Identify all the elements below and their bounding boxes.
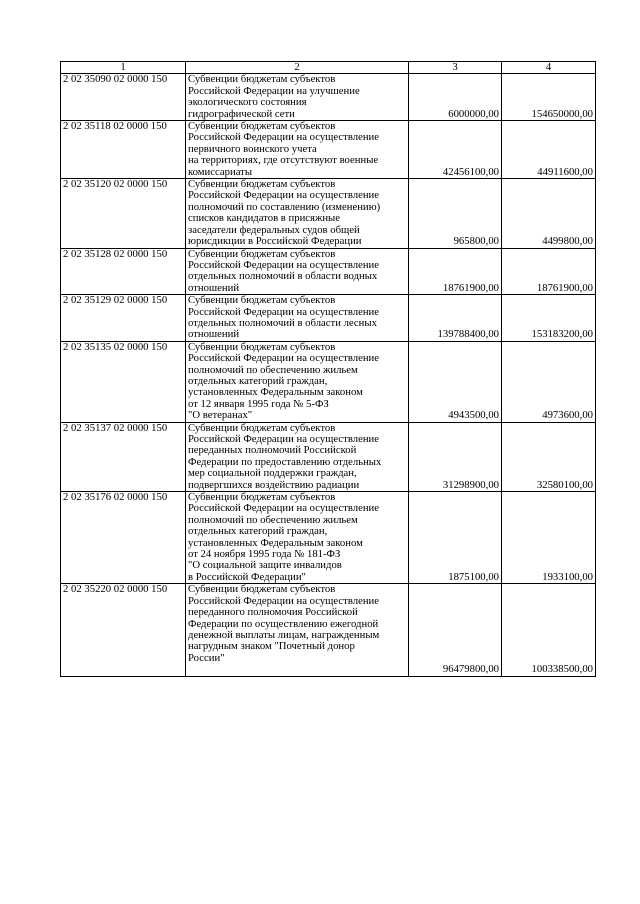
description-line: [188, 664, 406, 675]
amount-col3: 1875100,00: [409, 492, 502, 584]
description-line: Российской Федерации на осуществление: [188, 502, 379, 515]
description-line: переданных полномочий Российской: [188, 444, 357, 457]
description-cell: [186, 179, 409, 248]
description-line: Российской Федерации на осуществление: [188, 433, 379, 445]
description-line: установленных Федеральным законом: [188, 536, 363, 549]
description-line: Российской Федерации на осуществление: [188, 258, 379, 271]
amount-col3: 31298900,00: [409, 422, 502, 491]
description-line: Российской Федерации на осуществление: [188, 131, 379, 144]
description-line: Субвенции бюджетам субъектов: [188, 421, 336, 434]
budget-code: 2 02 35129 02 0000 150: [61, 295, 186, 342]
table-row: [61, 584, 596, 676]
description-line: отдельных полномочий в области лесных: [188, 316, 377, 329]
description-line: "О ветеранах": [188, 409, 253, 422]
header-cell-2: 2: [186, 62, 409, 74]
budget-code: 2 02 35137 02 0000 150: [61, 422, 186, 491]
budget-code: 2 02 35128 02 0000 150: [61, 248, 186, 295]
amount-col3: 965800,00: [409, 179, 502, 248]
amount-col3: 42456100,00: [409, 121, 502, 179]
description-cell: [186, 74, 409, 121]
description-line: на территориях, где отсутствуют военные: [188, 154, 379, 167]
description-line: заседатели федеральных судов общей: [188, 223, 360, 236]
amount-col3: 96479800,00: [409, 584, 502, 676]
amount-col4: 153183200,00: [502, 295, 596, 342]
amount-col3: 6000000,00: [409, 74, 502, 121]
description-line: экологического состояния: [188, 96, 307, 109]
table-row: [61, 295, 596, 342]
description-line: Субвенции бюджетам субъектов: [188, 73, 336, 86]
description-line: Российской Федерации на осуществление: [188, 305, 379, 318]
description-line: Субвенции бюджетам субъектов: [188, 340, 336, 353]
description-line: Субвенции бюджетам субъектов: [188, 294, 336, 307]
amount-col4: 4973600,00: [502, 341, 596, 422]
description-line: от 24 ноября 1995 года № 181-ФЗ: [188, 548, 341, 561]
description-line: первичного воинского учета: [188, 142, 317, 155]
description-cell: [186, 295, 409, 342]
description-cell: [186, 248, 409, 295]
budget-code: 2 02 35120 02 0000 150: [61, 179, 186, 248]
amount-col3: 18761900,00: [409, 248, 502, 295]
description-line: России": [188, 651, 225, 664]
amount-col4: 1933100,00: [502, 492, 596, 584]
header-row: [61, 62, 596, 74]
description-line: отдельных категорий граждан,: [188, 374, 328, 387]
description-line: "О социальной защите инвалидов: [188, 559, 342, 572]
table-row: [61, 248, 596, 295]
description-line: Субвенции бюджетам субъектов: [188, 247, 336, 260]
description-line: гидрографической сети: [188, 107, 295, 120]
header-cell-4: 4: [502, 62, 596, 74]
description-line: Федерации по предоставлению отдельных: [188, 455, 382, 468]
amount-col4: 100338500,00: [502, 584, 596, 676]
description-line: отдельных полномочий в области водных: [188, 270, 378, 283]
description-cell: [186, 492, 409, 584]
description-line: Российской Федерации на улучшение: [188, 84, 360, 97]
description-line: Российской Федерации на осуществление: [188, 594, 379, 607]
budget-code: 2 02 35135 02 0000 150: [61, 341, 186, 422]
description-line: отдельных категорий граждан,: [188, 525, 328, 538]
amount-col4: 154650000,00: [502, 74, 596, 121]
description-line: отношений: [188, 328, 240, 341]
description-cell: [186, 584, 409, 676]
description-line: Российской Федерации на осуществление: [188, 352, 379, 365]
description-line: полномочий по составлению (изменению): [188, 200, 381, 213]
description-cell: [186, 341, 409, 422]
description-line: переданного полномочия Российской: [188, 606, 358, 619]
table-row: [61, 422, 596, 491]
description-line: установленных Федеральным законом: [188, 386, 363, 399]
description-cell: [186, 121, 409, 179]
description-line: мер социальной поддержки граждан,: [188, 467, 357, 480]
description-line: Субвенции бюджетам субъектов: [188, 491, 336, 504]
budget-code: 2 02 35118 02 0000 150: [61, 121, 186, 179]
description-line: комиссариаты: [188, 165, 253, 178]
description-line: списков кандидатов в присяжные: [188, 212, 340, 225]
description-line: полномочий по обеспечению жильем: [188, 363, 358, 376]
description-cell: [186, 422, 409, 491]
table-row: [61, 121, 596, 179]
budget-code: 2 02 35090 02 0000 150: [61, 74, 186, 121]
description-line: нагрудным знаком "Почетный донор: [188, 640, 355, 653]
description-line: от 12 января 1995 года № 5-ФЗ: [188, 397, 329, 410]
amount-col3: 139788400,00: [409, 295, 502, 342]
header-cell-1: 1: [61, 62, 186, 74]
description-line: юрисдикции в Российской Федерации: [188, 235, 362, 248]
description-line: отношений: [188, 281, 240, 294]
description-line: в Российской Федерации": [188, 570, 306, 583]
header-cell-3: 3: [409, 62, 502, 74]
amount-col4: 4499800,00: [502, 179, 596, 248]
table-row: [61, 179, 596, 248]
description-line: Субвенции бюджетам субъектов: [188, 178, 336, 191]
description-line: Субвенции бюджетам субъектов: [188, 583, 336, 596]
budget-code: 2 02 35220 02 0000 150: [61, 584, 186, 676]
table-row: [61, 341, 596, 422]
budget-table: [60, 61, 596, 677]
description-line: Субвенции бюджетам субъектов: [188, 120, 336, 133]
table-row: [61, 492, 596, 584]
table-row: [61, 74, 596, 121]
description-line: подвергшихся воздействию радиации: [188, 478, 360, 491]
description-line: полномочий по обеспечению жильем: [188, 513, 358, 526]
amount-col3: 4943500,00: [409, 341, 502, 422]
description-line: Российской Федерации на осуществление: [188, 189, 379, 202]
amount-col4: 32580100,00: [502, 422, 596, 491]
description-line: денежной выплаты лицам, награжденным: [188, 628, 380, 641]
amount-col4: 18761900,00: [502, 248, 596, 295]
amount-col4: 44911600,00: [502, 121, 596, 179]
budget-code: 2 02 35176 02 0000 150: [61, 492, 186, 584]
description-line: Федерации по осуществлению ежегодной: [188, 617, 379, 630]
